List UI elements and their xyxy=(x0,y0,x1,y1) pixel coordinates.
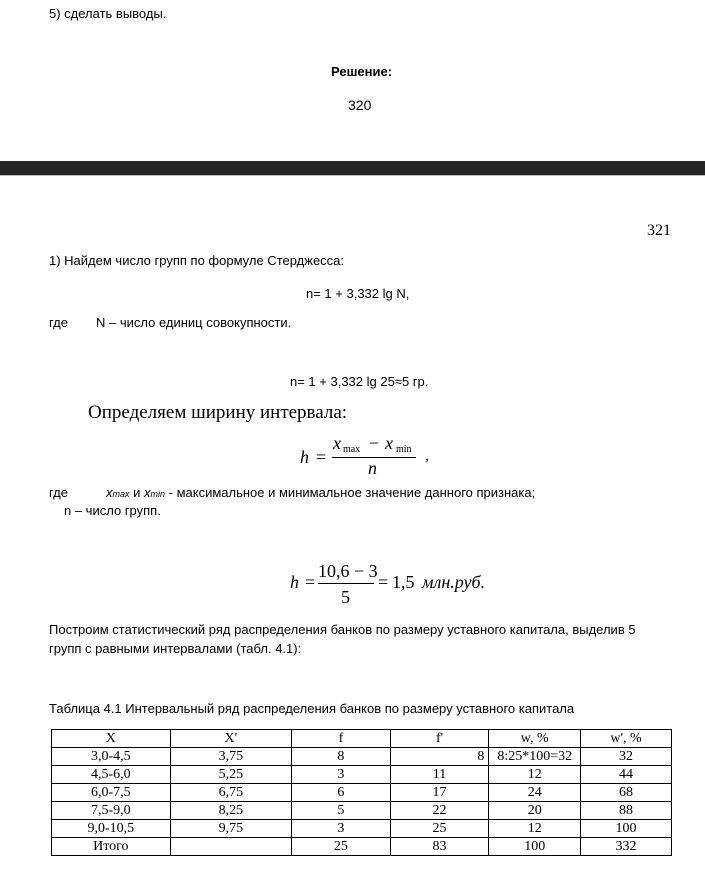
column-header: f' xyxy=(390,730,489,748)
table-cell: 17 xyxy=(390,784,489,802)
var-x: x xyxy=(106,485,113,500)
table-cell: 8 xyxy=(390,748,489,766)
formula-num-x: x xyxy=(333,433,341,453)
formula-lhs: h xyxy=(300,447,309,467)
table-row xyxy=(52,784,672,802)
formula-num-x: x xyxy=(385,433,393,453)
table-cell: 24 xyxy=(489,784,581,802)
table-cell: 32 xyxy=(581,748,672,766)
table-cell: 3,0-4,5 xyxy=(52,748,171,766)
step-1: 1) Найдем число групп по формуле Стерджесса: xyxy=(49,253,345,268)
paragraph-line-1: Построим статистический ряд распределения банков по размеру уставного капитала, выделив 5 xyxy=(49,622,636,637)
formula-eq: = xyxy=(378,572,389,592)
formula-eq: = xyxy=(305,572,316,592)
table-cell: 100 xyxy=(581,820,672,838)
formula-den: 5 xyxy=(341,587,350,607)
table-cell: 9,75 xyxy=(170,820,291,838)
page-number: 321 xyxy=(647,222,671,239)
table-cell: 25 xyxy=(390,820,489,838)
fraction-bar xyxy=(318,583,374,584)
formula-tail: , xyxy=(425,447,429,464)
formula-n-calc: n= 1 + 3,332 lg 25≈5 гр. xyxy=(290,374,429,389)
where-definition: N – число единиц совокупности. xyxy=(96,315,292,330)
formula-eq: = xyxy=(316,447,327,467)
table-cell: 3,75 xyxy=(170,748,291,766)
table-total-row xyxy=(52,838,672,856)
column-header: X' xyxy=(170,730,291,748)
table-cell xyxy=(170,838,291,856)
table-cell: 20 xyxy=(489,802,581,820)
formula-lhs: h xyxy=(290,572,299,592)
table-cell: 12 xyxy=(489,820,581,838)
table-cell: 4,5-6,0 xyxy=(52,766,171,784)
table-cell: 6,0-7,5 xyxy=(52,784,171,802)
definition-text: - максимальное и минимальное значение данного признака; xyxy=(165,485,536,500)
table-cell: 6,75 xyxy=(170,784,291,802)
distribution-table xyxy=(51,729,672,856)
formula-num-minus: − xyxy=(369,433,380,453)
table-cell: 6 xyxy=(292,784,391,802)
where-definition xyxy=(106,485,535,500)
where-n-definition: n – число групп. xyxy=(64,503,161,518)
formula-num: 10,6 − 3 xyxy=(318,561,378,581)
table-cell: 100 xyxy=(489,838,581,856)
table-cell: 3 xyxy=(292,820,391,838)
where-label: где xyxy=(49,315,68,330)
var-x: x xyxy=(144,485,151,500)
page-number: 320 xyxy=(348,97,372,113)
page-separator xyxy=(0,161,705,175)
table-row xyxy=(52,820,672,838)
column-header: f xyxy=(292,730,391,748)
table-cell: 9,0-10,5 xyxy=(52,820,171,838)
table-cell: 22 xyxy=(390,802,489,820)
column-header: X xyxy=(52,730,171,748)
formula-num-sub: min xyxy=(396,444,412,455)
table-row xyxy=(52,766,672,784)
interval-heading: Определяем ширину интервала: xyxy=(88,402,348,423)
table-cell: 83 xyxy=(390,838,489,856)
solution-heading: Решение: xyxy=(331,64,393,79)
formula-den: n xyxy=(368,458,377,478)
column-header: w', % xyxy=(581,730,672,748)
table-cell: 44 xyxy=(581,766,672,784)
column-header: w, % xyxy=(489,730,581,748)
list-item-5: 5) сделать выводы. xyxy=(49,6,167,21)
table-cell: 8 xyxy=(292,748,391,766)
var-sub: min xyxy=(150,489,166,499)
page-separator-line xyxy=(0,175,705,176)
table-cell: 11 xyxy=(390,766,489,784)
paragraph-line-2: групп с равными интервалами (табл. 4.1): xyxy=(49,641,302,656)
table-cell: 5,25 xyxy=(170,766,291,784)
table-cell: 3 xyxy=(292,766,391,784)
table-cell: 88 xyxy=(581,802,672,820)
formula-sturges: n= 1 + 3,332 lg N, xyxy=(306,286,410,301)
table-caption: Таблица 4.1 Интервальный ряд распределения банков по размеру уставного капитала xyxy=(49,701,575,716)
formula-result: 1,5 xyxy=(392,572,415,592)
table-cell: 25 xyxy=(292,838,391,856)
table-cell: 12 xyxy=(489,766,581,784)
table-row xyxy=(52,748,672,766)
table-cell: 7,5-9,0 xyxy=(52,802,171,820)
where-label: где xyxy=(49,485,68,500)
table-cell: 5 xyxy=(292,802,391,820)
var-sub: max xyxy=(112,489,130,499)
table-cell: 332 xyxy=(581,838,672,856)
table-header-row xyxy=(52,730,672,748)
table-cell: 8:25*100=32 xyxy=(489,748,581,766)
table-cell: 8,25 xyxy=(170,802,291,820)
table-cell: Итого xyxy=(52,838,171,856)
formula-num-sub: max xyxy=(343,444,361,455)
table-cell: 68 xyxy=(581,784,672,802)
word-and: и xyxy=(129,485,145,500)
table-row xyxy=(52,802,672,820)
formula-unit: млн.руб. xyxy=(422,572,486,592)
